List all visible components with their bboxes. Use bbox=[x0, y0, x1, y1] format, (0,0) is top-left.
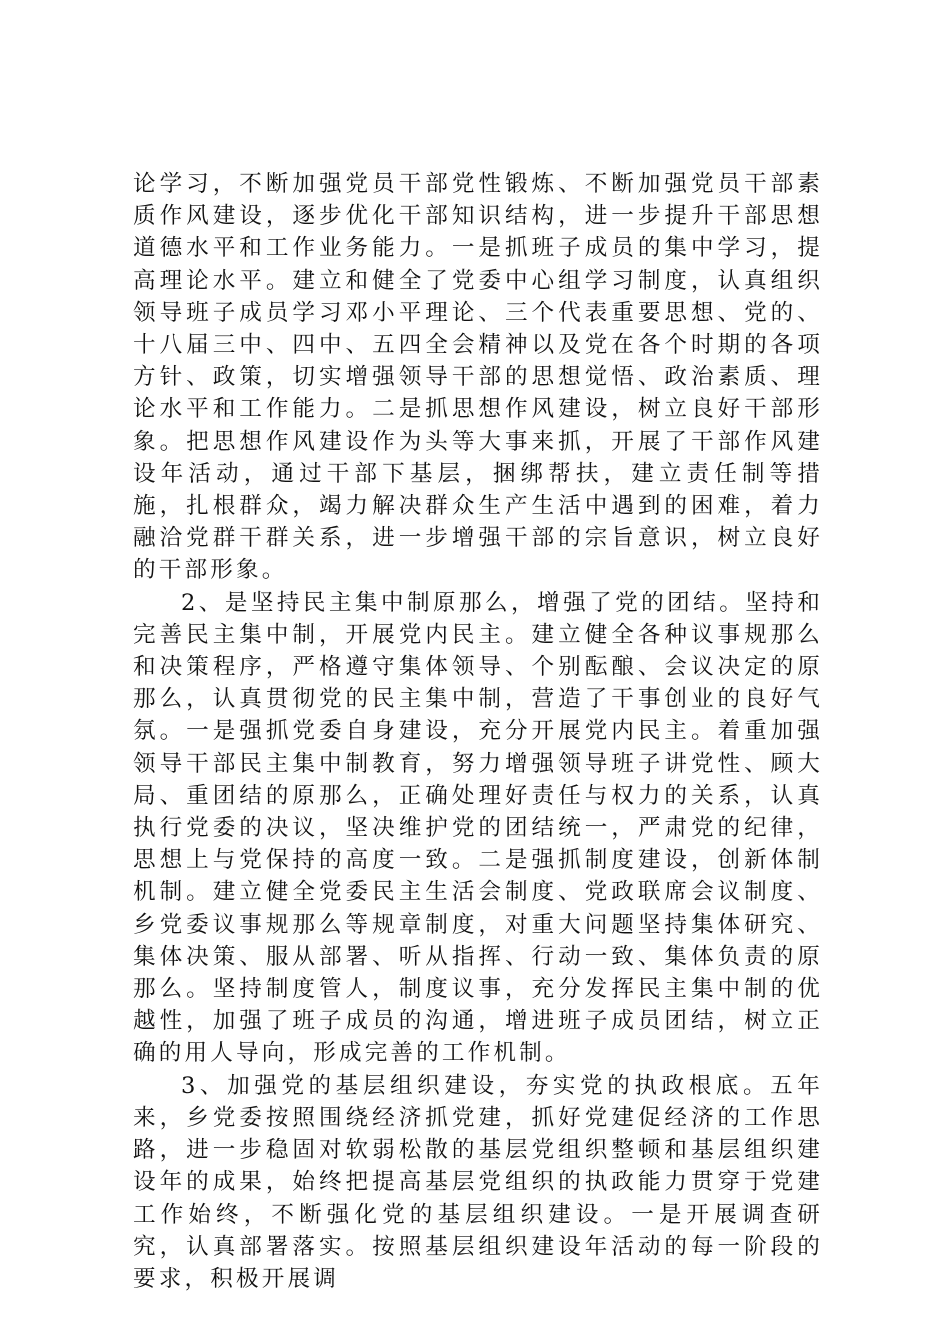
paragraph-2-democratic-centralism: 2、是坚持民主集中制原那么，增强了党的团结。坚持和完善民主集中制，开展党内民主。建立健全各种议事规那么和决策程序，严格遵守集体领导、个别酝酿、会议决定的原那么，认真贯彻党的民主集中制，营造了干事创业的良好气氛。一是强抓党委自身建设，充分开展党内民主。着重加强领导干部民主集中制教育，努力增强领导班子讲党性、顾大局、重团结的原那么，正确处理好责任与权力的关系，认真执行党委的决议，坚决维护党的团结统一，严肃党的纪律，思想上与党保持的高度一致。二是强抓制度建设，创新体制机制。建立健全党委民主生活会制度、党政联席会议制度、乡党委议事规那么等规章制度，对重大问题坚持集体研究、集体决策、服从部署、听从指挥、行动一致、集体负责的原那么。坚持制度管人，制度议事，充分发挥民主集中制的优越性，加强了班子成员的沟通，增进班子成员团结，树立正确的用人导向，形成完善的工作机制。 bbox=[133, 589, 823, 1067]
paragraph-3-grassroots-organization: 3、加强党的基层组织建设，夯实党的执政根底。五年来，乡党委按照围绕经济抓党建，抓好党建促经济的工作思路，进一步稳固对软弱松散的基层党组织整顿和基层组织建设年的成果，始终把提高基层党组织的执政能力贯穿于党建工作始终，不断强化党的基层组织建设。一是开展调查研究，认真部署落实。按照基层组织建设年活动的每一阶段的要求，积极开展调 bbox=[133, 1072, 823, 1292]
document-body bbox=[133, 168, 823, 1295]
paragraph-continued: 论学习，不断加强党员干部党性锻炼、不断加强党员干部素质作风建设，逐步优化干部知识结构，进一步提升干部思想道德水平和工作业务能力。一是抓班子成员的集中学习，提高理论水平。建立和健全了党委中心组学习制度，认真组织领导班子成员学习邓小平理论、三个代表重要思想、党的、十八届三中、四中、五四全会精神以及党在各个时期的各项方针、政策，切实增强领导干部的思想觉悟、政治素质、理论水平和工作能力。二是抓思想作风建设，树立良好干部形象。把思想作风建设作为头等大事来抓，开展了干部作风建设年活动，通过干部下基层，捆绑帮扶，建立责任制等措施，扎根群众，竭力解决群众生产生活中遇到的困难，着力融洽党群干群关系，进一步增强干部的宗旨意识，树立良好的干部形象。 bbox=[133, 171, 823, 584]
